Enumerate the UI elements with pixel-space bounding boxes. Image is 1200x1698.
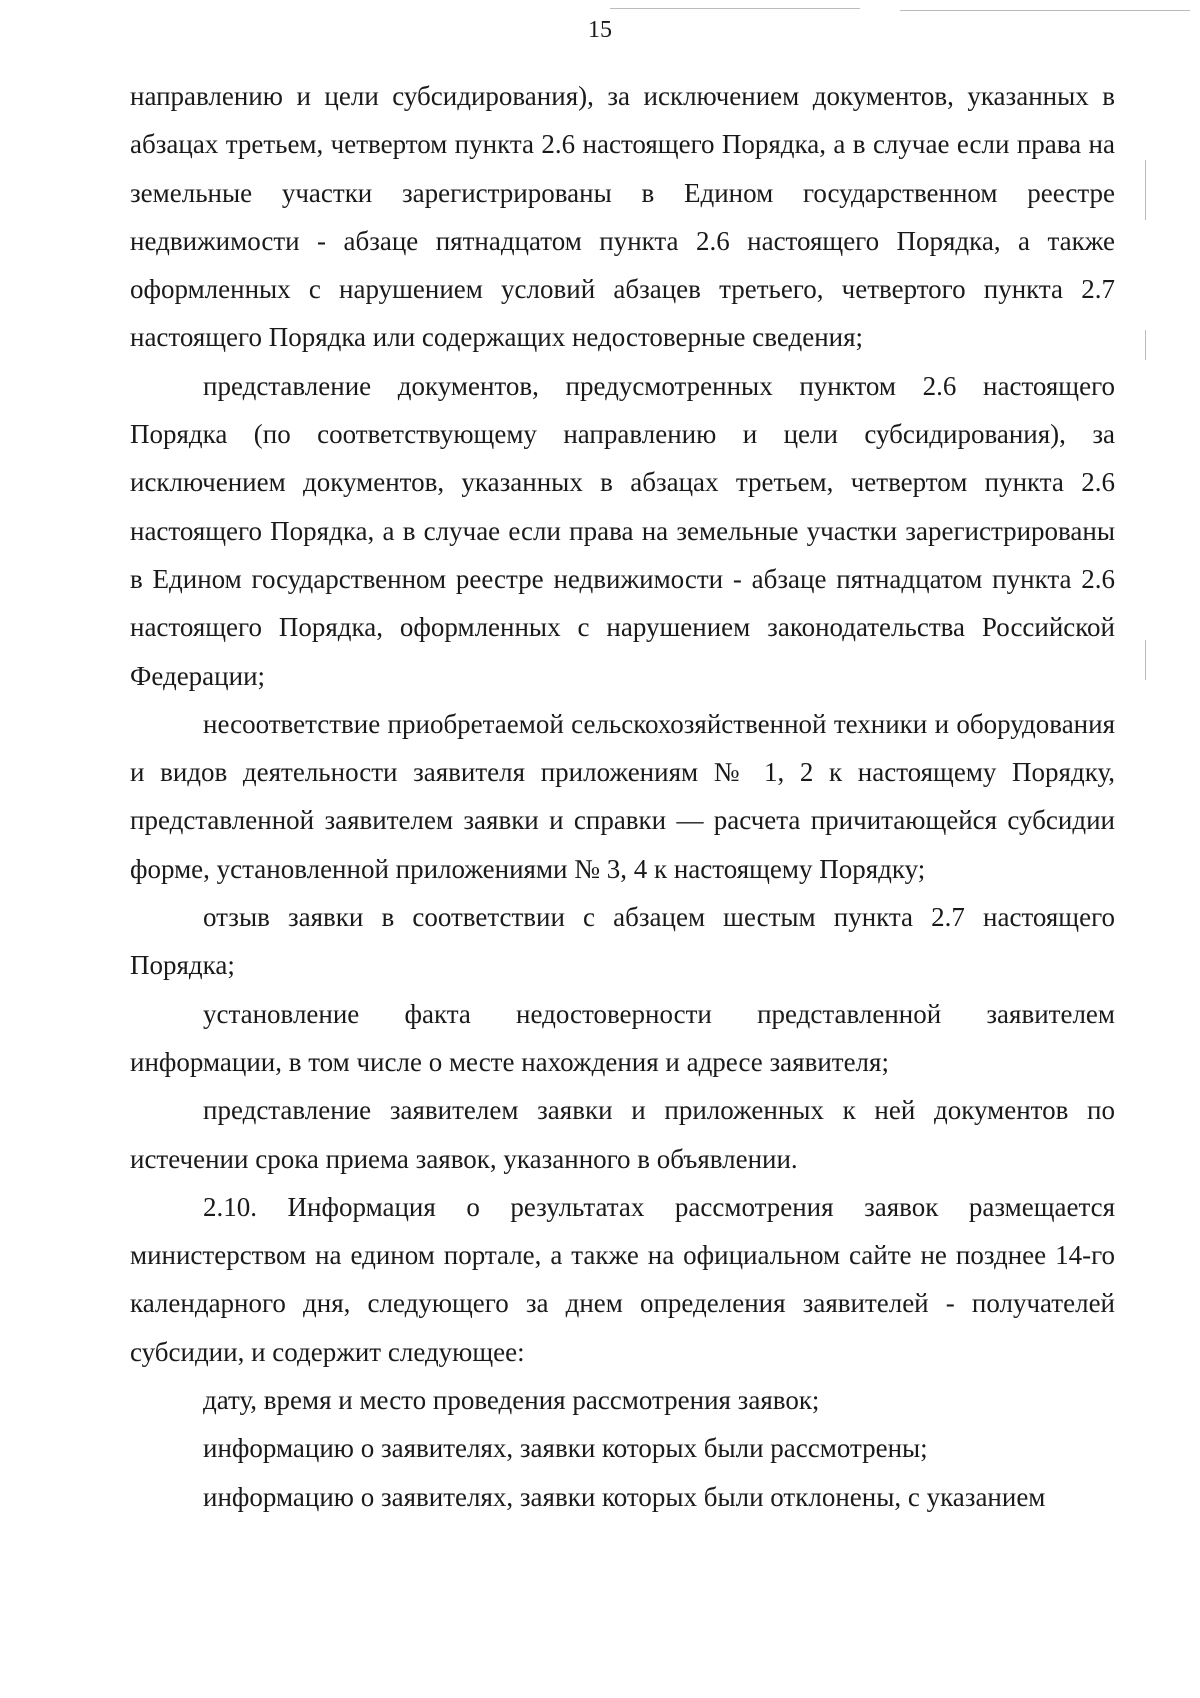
paragraph: информацию о заявителях, заявки которых были рассмотрены; [203, 1433, 928, 1464]
scan-artifact-right-edge [1145, 640, 1146, 680]
paragraph: представление заявителем заявки и приложенных к ней документов по истечении срока приема заявок, указанного в объявлении. [130, 1095, 1115, 1174]
scan-artifact-right-edge [1145, 330, 1146, 360]
paragraph: представление документов, предусмотренных пунктом 2.6 настоящего Порядка (по соответствующему направлению и цели субсидирования), за исключением документов, указанных в абзацах третьем, четвертом пункта 2.6 настоящего Порядка, а в случае если права на земельные участки зарегистрированы в Едином государственном реестре недвижимости - абзаце пятнадцатом пункта 2.6 настоящего Порядка, оформленных с нарушением законодательства Российской Федерации; [130, 370, 1115, 691]
paragraph: 2.10. Информация о результатах рассмотрения заявок размещается министерством на едином портале, а также на официальном сайте не позднее 14-го календарного дня, следующего за днем определения заявителей - получателей субсидии, и содержит следующее: [130, 1191, 1115, 1367]
paragraph: несоответствие приобретаемой сельскохозяйственной техники и оборудования и видов деятельности заявителя приложениям № 1, 2 к настоящему Порядку, представленной заявителем заявки и справки — расчета причитающейся субсидии форме, установленной приложениями № 3, 4 к настоящему Порядку; [130, 708, 1115, 884]
paragraph: направлению и цели субсидирования), за исключением документов, указанных в абзацах третьем, четвертом пункта 2.6 настоящего Порядка, а в случае если права на земельные участки зарегистрированы в Едином государственном реестре недвижимости - абзаце пятнадцатом пункта 2.6 настоящего Порядка, а также оформленных с нарушением условий абзацев третьего, четвертого пункта 2.7 настоящего Порядка или содержащих недостоверные сведения; [130, 81, 1115, 353]
paragraph: установление факта недостоверности представленной заявителем информации, в том числе о месте нахождения и адресе заявителя; [130, 998, 1115, 1077]
scan-artifact-top-right [900, 10, 1190, 11]
scan-artifact-right-edge [1145, 160, 1146, 220]
document-body [130, 72, 1115, 1521]
paragraph: информацию о заявителях, заявки которых были отклонены, с указанием [203, 1481, 1046, 1512]
scan-artifact-top [610, 8, 860, 9]
paragraph: дату, время и место проведения рассмотрения заявок; [203, 1385, 820, 1416]
page-number: 15 [588, 17, 612, 43]
paragraph: отзыв заявки в соответствии с абзацем шестым пункта 2.7 настоящего Порядка; [130, 902, 1115, 981]
